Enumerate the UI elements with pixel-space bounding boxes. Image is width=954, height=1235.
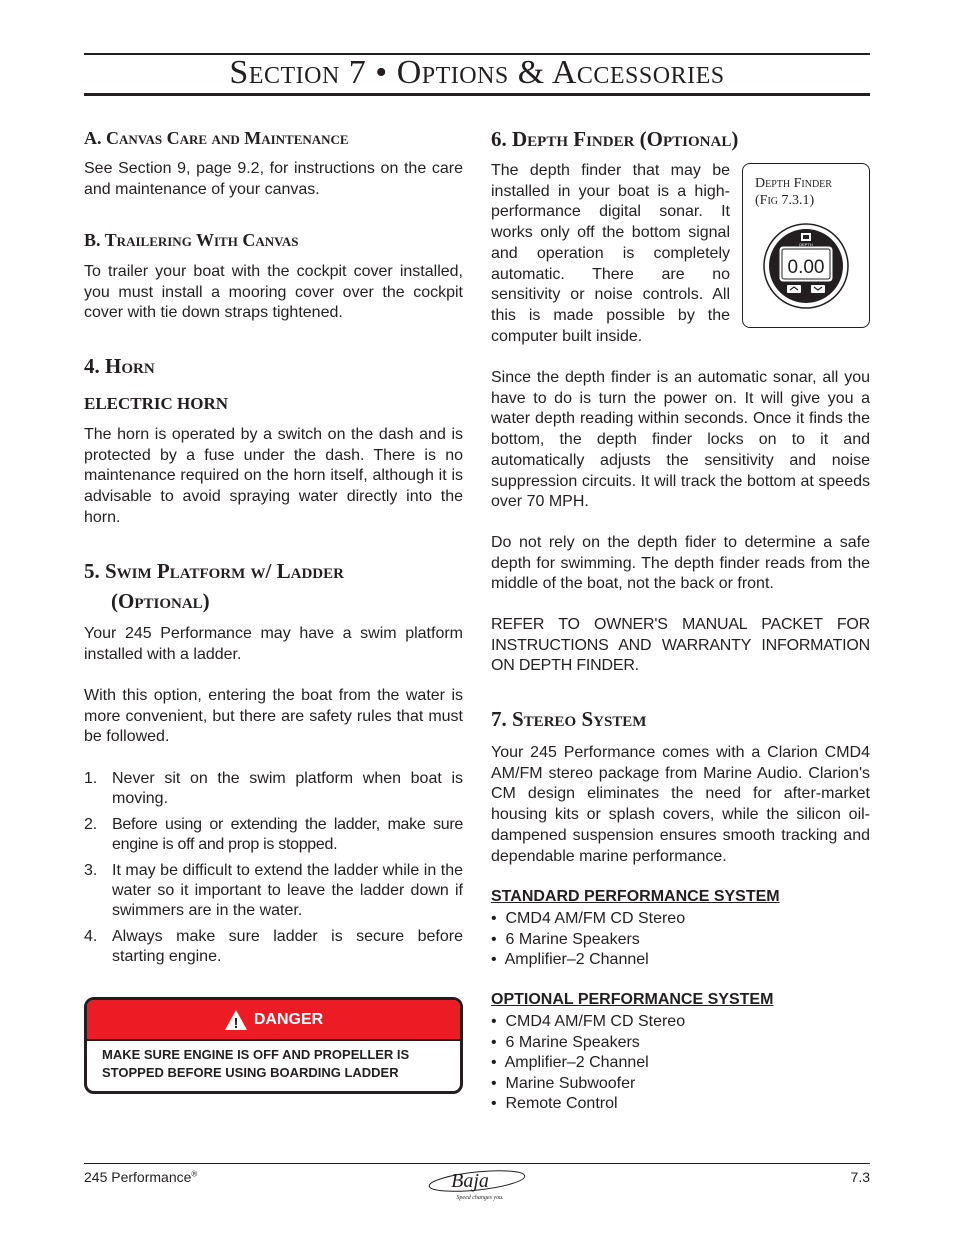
warning-triangle-icon <box>224 1009 248 1031</box>
list-item: • 6 Marine Speakers <box>491 1033 640 1051</box>
baja-logo <box>424 1167 530 1203</box>
horn-heading: 4. Horn <box>84 354 155 378</box>
stereo-text: Your 245 Performance comes with a Clarion CMD4 AM/FM stereo package from Marine Audio. Clarion's CM design eliminates the need for after-market housing kits or splash covers, while the silicon oil-dampened suspension ensures smooth tracking and dependable marine performance. <box>491 744 870 865</box>
list-item: • Remote Control <box>491 1095 618 1113</box>
list-item <box>84 769 463 809</box>
list-item-number: 4. <box>84 928 98 945</box>
swim-platform-heading: 5. Swim Platform w/ Ladder <box>84 559 344 583</box>
list-item-text: It may be difficult to extend the ladder while in the water so it important to leave the ladder down if swimmers are in the water. <box>112 862 463 919</box>
danger-text: MAKE SURE ENGINE IS OFF AND PROPELLER IS STOPPED BEFORE USING BOARDING LADDER <box>102 1047 410 1080</box>
list-item-text: Always make sure ladder is secure before starting engine. <box>112 928 463 965</box>
figure-caption-title: Depth Finder <box>755 176 832 191</box>
list-item <box>84 927 463 967</box>
footer-model-name: 245 Performance <box>84 1169 192 1185</box>
list-item-text: Remote Control <box>505 1095 618 1113</box>
figure-caption <box>755 175 865 209</box>
list-item-text: CMD4 AM/FM CD Stereo <box>505 910 686 927</box>
depth-finder-heading: 6. Depth Finder (Optional) <box>491 127 739 151</box>
optional-system-heading: OPTIONAL PERFORMANCE SYSTEM <box>491 991 774 1008</box>
page-number: 7.3 <box>850 1169 870 1185</box>
depth-text-3: Do not rely on the depth fider to determine a safe depth for swimming. The depth finder reads from the middle of the boat, not the back or front. <box>491 534 870 593</box>
danger-header <box>87 1000 460 1041</box>
gauge-label: DEPTH <box>799 242 813 247</box>
page-title: Section 7 • Options & Accessories <box>229 54 725 91</box>
section-a-text: See Section 9, page 9.2, for instructions on the care and maintenance of your canvas. <box>84 160 463 198</box>
header-bottom-rule <box>84 93 870 96</box>
gauge-reading: 0.00 <box>787 257 825 278</box>
danger-callout <box>84 997 463 1094</box>
danger-label: DANGER <box>253 1010 324 1028</box>
list-item: • 6 Marine Speakers <box>491 930 640 948</box>
swim-text-2: With this option, entering the boat from the water is more convenient, but there are safety rules that must be followed. <box>84 687 463 746</box>
list-item: • CMD4 AM/FM CD Stereo <box>491 910 686 927</box>
standard-system-list <box>491 909 870 971</box>
depth-finder-figure <box>742 163 870 328</box>
list-item-text: Before using or extending the ladder, make sure engine is off and prop is stopped. <box>112 816 463 853</box>
warning-symbol: ! <box>233 1014 239 1031</box>
depth-text-4: REFER TO OWNER'S MANUAL PACKET FOR INSTRUCTIONS AND WARRANTY INFORMATION ON DEPTH FINDER. <box>491 616 870 675</box>
safety-steps-list <box>84 769 463 967</box>
electric-horn-heading: ELECTRIC HORN <box>84 394 229 413</box>
list-item: • Amplifier–2 Channel <box>491 951 649 969</box>
depth-finder-gauge-icon <box>761 221 851 311</box>
list-item: • Amplifier–2 Channel <box>491 1054 649 1072</box>
list-item: • CMD4 AM/FM CD Stereo <box>491 1013 686 1030</box>
section-b-text: To trailer your boat with the cockpit cover installed, you must install a mooring cover over the cockpit cover with tie down straps tightened. <box>84 263 463 322</box>
logo-tagline: Speed changes you. <box>456 1195 504 1201</box>
list-item-text: Amplifier–2 Channel <box>504 1054 649 1072</box>
list-item-number: 2. <box>84 816 97 833</box>
footer-rule <box>84 1163 870 1164</box>
list-item-text: Amplifier–2 Channel <box>504 951 649 969</box>
list-item-text: 6 Marine Speakers <box>505 930 640 948</box>
registered-mark: ® <box>191 1169 198 1179</box>
list-item-number: 3. <box>84 862 98 879</box>
swim-platform-heading-optional: (Optional) <box>111 589 210 613</box>
depth-text-2: Since the depth finder is an automatic sonar, all you have to do is turn the power on. It will give you a water depth reading within seconds. Once it finds the bottom, the depth finder locks on to it and automatically adjusts the sensitivity and noise suppression circuits. It will track the bottom at speeds over 70 MPH. <box>491 369 870 511</box>
list-item-text: Marine Subwoofer <box>505 1074 636 1092</box>
section-b-heading: B. Trailering With Canvas <box>84 230 299 250</box>
swim-text-1: Your 245 Performance may have a swim platform installed with a ladder. <box>84 625 463 663</box>
list-item <box>84 861 463 921</box>
list-item-number: 1. <box>84 770 98 787</box>
stereo-heading: 7. Stereo System <box>491 707 647 731</box>
list-item-text: 6 Marine Speakers <box>505 1033 640 1051</box>
list-item-text: CMD4 AM/FM CD Stereo <box>505 1013 686 1030</box>
horn-text: The horn is operated by a switch on the dash and is protected by a fuse under the dash. There is no maintenance required on the horn itself, although it is advisable to avoid spraying water directly into the horn. <box>84 426 463 526</box>
optional-system-list <box>491 1012 870 1115</box>
footer-model <box>84 1169 197 1185</box>
list-item <box>84 815 463 855</box>
logo-text: Baja <box>451 1170 489 1192</box>
list-item: • Marine Subwoofer <box>491 1074 636 1092</box>
section-a-heading: A. Canvas Care and Maintenance <box>84 128 349 148</box>
depth-text-1: The depth finder that may be installed in your boat is a high-performance digital sonar. It works only off the bottom signal and operation is completely automatic. There are no sensitivity or noise controls. All this is made possible by the computer built inside. <box>491 162 730 345</box>
standard-system-heading: STANDARD PERFORMANCE SYSTEM <box>491 888 780 905</box>
list-item-text: Never sit on the swim platform when boat is moving. <box>112 770 463 807</box>
figure-caption-ref: (Fig 7.3.1) <box>755 193 815 208</box>
